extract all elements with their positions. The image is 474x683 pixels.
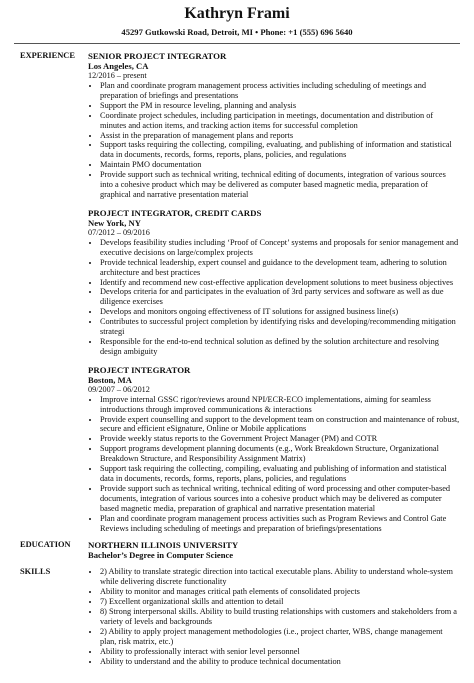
job-entry <box>88 208 460 357</box>
experience-heading: EXPERIENCE <box>20 51 75 60</box>
job-dates: 07/2012 – 09/2016 <box>88 227 150 237</box>
experience-list <box>88 51 460 533</box>
job-location: Los Angeles, CA <box>88 61 149 71</box>
job-bullet: • Responsible for the end-to-end technical solution as defined by the solution architecture and resolving design ambiguity <box>100 337 460 357</box>
job-bullet: • Support the PM in resource leveling, planning and analysis <box>100 101 460 111</box>
skill-item: • 2) Ability to translate strategic direction into tactical executable plans. Ability to understand whole-system while delivering discrete functionality <box>100 567 460 587</box>
education-school: NORTHERN ILLINOIS UNIVERSITY <box>88 540 239 551</box>
skills-section <box>14 567 460 666</box>
header-divider <box>14 43 460 44</box>
job-dates: 09/2007 – 06/2012 <box>88 384 150 394</box>
skills-heading: SKILLS <box>20 567 51 577</box>
job-bullet: • Support tasks requiring the collecting, compiling, evaluating, and publishing of information and statistical data in documents, records, forms, reports, plans, policies, and regulations <box>100 140 460 160</box>
job-bullet: • Provide expert counselling and support to the development team on construction and maintenance of robust, secure and efficient eSignature, Online or Mobile applications <box>100 415 460 435</box>
candidate-name: Kathryn Frami <box>184 5 290 22</box>
job-bullet: • Assist in the preparation of management plans and reports <box>100 131 460 141</box>
resume-header <box>14 0 460 38</box>
skills-list <box>88 567 460 666</box>
job-bullet: • Identify and recommend new cost-effective application development solutions to meet business objectives <box>100 278 460 288</box>
job-bullet: • Develops feasibility studies including ‘Proof of Concept’ systems and proposals for senior management and executive decisions on large/complex projects <box>100 238 460 258</box>
job-bullet: • Maintain PMO documentation <box>100 160 460 170</box>
job-bullet: • Plan and coordinate program management process activities including scheduling of meetings and preparation of briefings and presentations <box>100 81 460 101</box>
education-heading: EDUCATION <box>20 540 71 550</box>
job-entry <box>88 365 460 534</box>
job-bullet: • Coordinate project schedules, including participation in meetings, documentation and distribution of minutes and action items, and tracking action items for successful completion <box>100 111 460 131</box>
job-bullet: • Provide support such as technical writing, technical editing of documents, integration of various sources into a cohesive product which may be delivered as computer based magnetic media, preparation of graphical and narrative presentation material <box>100 170 460 200</box>
education-degree: Bachelor’s Degree in Computer Science <box>88 550 234 561</box>
job-bullet: • Provide weekly status reports to the Government Project Manager (PM) and COTR <box>100 434 460 444</box>
job-bullets <box>88 395 460 534</box>
job-location: New York, NY <box>88 217 141 228</box>
job-location: Boston, MA <box>88 374 132 385</box>
job-bullet: • Plan and coordinate program management process activities such as Program Reviews and Control Gate Reviews including scheduling of meetings and preparation of briefings/presentations <box>100 514 460 534</box>
skill-item: • 8) Strong interpersonal skills. Ability to build trusting relationships with customers and stakeholders from a variety of levels and backgrounds <box>100 607 460 627</box>
job-bullet: • Support programs development planning documents (e.g., Work Breakdown Structure, Organizational Breakdown Structure, and Responsibility Assignment Matrix) <box>100 444 460 464</box>
job-bullet: • Develops and monitors ongoing effectiveness of IT solutions for assigned business line(s) <box>100 307 460 317</box>
job-dates: 12/2016 – present <box>88 71 147 80</box>
job-bullet: • Improve internal GSSC rigor/reviews around NPI/ECR-ECO implementations, aiming for seamless introductions through improved communications & interactions <box>100 395 460 415</box>
job-bullets <box>88 238 460 357</box>
skill-item: • Ability to monitor and manages critical path elements of consolidated projects <box>100 587 460 597</box>
education-section <box>14 540 460 560</box>
job-bullet: • Support task requiring the collecting, compiling, evaluating and publishing of information and statistical data in documents, records, forms, reports, plans, policies, and regulations <box>100 464 460 484</box>
skill-item: • Ability to understand and the ability to produce technical documentation <box>100 657 460 667</box>
job-title: PROJECT INTEGRATOR, CREDIT CARDS <box>88 207 262 218</box>
job-entry <box>88 51 460 200</box>
contact-line: 45297 Gutkowski Road, Detroit, MI • Phone: +1 (555) 696 5640 <box>121 27 353 37</box>
skill-item: • 2) Ability to apply project management methodologies (i.e., project charter, WBS, change management plan, risk matrix, etc.) <box>100 627 460 647</box>
job-bullet: • Develops criteria for and participates in the evaluation of 3rd party services and software as well as due diligence exercises <box>100 287 460 307</box>
skill-item: • 7) Excellent organizational skills and attention to detail <box>100 597 460 607</box>
job-bullet: • Provide technical leadership, expert counsel and guidance to the development team, adhering to solution architecture and best practices <box>100 258 460 278</box>
job-title: SENIOR PROJECT INTEGRATOR <box>88 51 227 61</box>
job-bullet: • Contributes to successful project completion by identifying risks and developing/recommending mitigation strategi <box>100 317 460 337</box>
job-bullet: • Provide support such as technical writing, technical editing of word processing and other computer-based documents, integration of various sources into a cohesive product which may be delivered as computer based magnetic media, preparation of graphical and narrative presentation material <box>100 484 460 514</box>
skill-item: • Ability to professionally interact with senior level personnel <box>100 647 460 657</box>
skills-body <box>88 567 460 666</box>
job-bullets <box>88 81 460 200</box>
job-title: PROJECT INTEGRATOR <box>88 364 191 375</box>
experience-section <box>14 51 460 533</box>
education-body <box>88 540 460 560</box>
